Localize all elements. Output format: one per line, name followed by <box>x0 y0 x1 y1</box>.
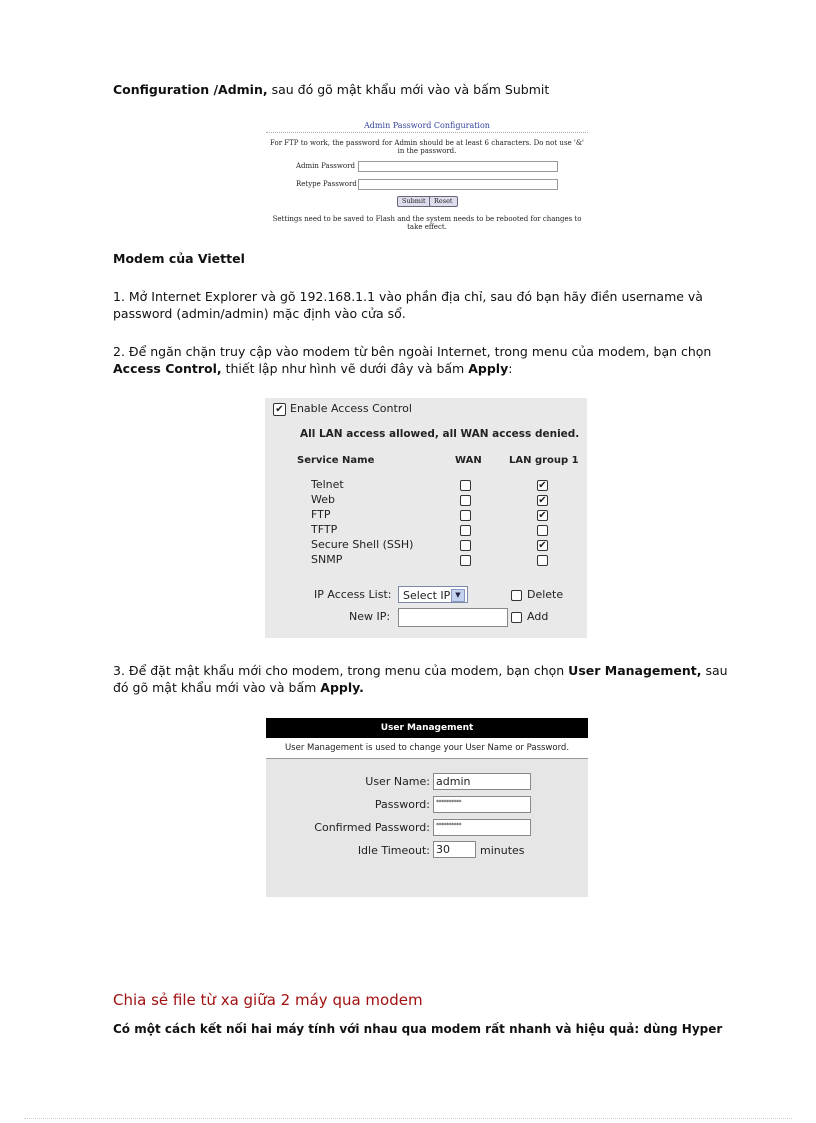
lan-checkbox[interactable]: ✔ <box>538 495 547 506</box>
delete-checkbox[interactable] <box>511 590 522 601</box>
service-name: Telnet <box>311 478 344 491</box>
username-input[interactable]: admin <box>433 773 531 790</box>
lan-checkbox[interactable]: ✔ <box>538 540 547 551</box>
new-ip-input[interactable] <box>398 608 508 627</box>
select-ip-value: Select IP <box>403 589 451 602</box>
step3-bold-apply: Apply. <box>320 680 364 695</box>
admin-figure-footer: Settings need to be saved to Flash and the system needs to be rebooted for changes to take effect. <box>272 215 582 231</box>
step2-text-e: : <box>508 361 513 376</box>
step2-text-c: thiết lập như hình vẽ dưới đây và bấm <box>221 361 469 376</box>
step2-paragraph <box>113 343 733 377</box>
lan-checkbox[interactable]: ✔ <box>538 480 547 491</box>
step2-bold-apply: Apply <box>468 361 509 376</box>
service-name: SNMP <box>311 553 343 566</box>
add-label: Add <box>527 610 549 623</box>
intro-paragraph <box>113 81 733 98</box>
wan-checkbox[interactable] <box>460 480 471 491</box>
lan-checkbox[interactable]: ✔ <box>538 510 547 521</box>
admin-figure-title: Admin Password Configuration <box>364 121 490 130</box>
intro-rest: sau đó gõ mật khẩu mới vào và bấm Submit <box>267 82 550 97</box>
delete-label: Delete <box>527 588 564 601</box>
viettel-heading: Modem của Viettel <box>113 251 245 266</box>
user-management-description: User Management is used to change your User Name or Password. <box>266 738 588 759</box>
section-heading: Chia sẻ file từ xa giữa 2 máy qua modem <box>113 991 423 1009</box>
retype-password-label: Retype Password <box>296 180 357 188</box>
wan-checkbox[interactable] <box>460 555 471 566</box>
access-control-figure <box>265 398 587 638</box>
access-policy-text: All LAN access allowed, all WAN access denied. <box>300 428 580 440</box>
password-input[interactable]: ********** <box>433 796 531 813</box>
step2-text-a: 2. Để ngăn chặn truy cập vào modem từ bên ngoài Internet, trong menu của modem, bạn chọn <box>113 344 712 359</box>
admin-password-figure <box>266 116 588 230</box>
wan-checkbox[interactable] <box>460 510 471 521</box>
retype-password-input[interactable] <box>358 179 558 190</box>
intro-bold: Configuration /Admin, <box>113 82 268 97</box>
idle-timeout-label: Idle Timeout: <box>357 844 430 857</box>
final-paragraph: Có một cách kết nối hai máy tính với nhau qua modem rất nhanh và hiệu quả: dùng Hyper <box>113 1022 723 1036</box>
select-ip-dropdown[interactable] <box>398 586 468 603</box>
divider <box>266 132 588 133</box>
wan-header: WAN <box>455 455 482 466</box>
enable-access-control-label: Enable Access Control <box>290 402 412 415</box>
admin-password-label: Admin Password <box>296 162 355 170</box>
confirm-password-label: Confirmed Password: <box>314 821 430 834</box>
enable-access-control-checkbox[interactable]: ✔ <box>273 403 286 416</box>
step3-text-c: sau đó gõ mật khẩu mới vào và bấm <box>113 663 728 695</box>
username-label: User Name: <box>365 775 430 788</box>
wan-checkbox[interactable] <box>460 495 471 506</box>
idle-timeout-unit: minutes <box>480 844 525 857</box>
submit-button[interactable]: Submit <box>397 196 431 207</box>
service-name: Web <box>311 493 335 506</box>
chevron-down-icon: ▼ <box>451 589 465 602</box>
admin-password-input[interactable] <box>358 161 558 172</box>
lan-checkbox[interactable] <box>537 555 548 566</box>
page-footer-divider <box>24 1118 792 1119</box>
service-name: TFTP <box>311 523 338 536</box>
lan-checkbox[interactable] <box>537 525 548 536</box>
step2-bold-access-control: Access Control, <box>113 361 222 376</box>
add-checkbox[interactable] <box>511 612 522 623</box>
step1-paragraph: 1. Mở Internet Explorer và gõ 192.168.1.1 vào phần địa chỉ, sau đó bạn hãy điền username và password (admin/admin) mặc định vào cửa sổ. <box>113 289 703 321</box>
admin-figure-note: For FTP to work, the password for Admin should be at least 6 characters. Do not use '&' in the password. <box>270 139 584 155</box>
wan-checkbox[interactable] <box>460 540 471 551</box>
new-ip-label: New IP: <box>349 610 391 623</box>
step3-paragraph <box>113 662 733 696</box>
confirm-password-input[interactable]: ********** <box>433 819 531 836</box>
step3-bold-user-management: User Management, <box>568 663 702 678</box>
reset-button[interactable]: Reset <box>429 196 458 207</box>
ip-access-list-label: IP Access List: <box>314 588 392 601</box>
wan-checkbox[interactable] <box>460 525 471 536</box>
service-name: FTP <box>311 508 331 521</box>
user-management-figure <box>266 718 588 897</box>
password-label: Password: <box>374 798 430 811</box>
step3-text-a: 3. Để đặt mật khẩu mới cho modem, trong menu của modem, bạn chọn <box>113 663 569 678</box>
lan-group-header: LAN group 1 <box>509 455 579 466</box>
service-name-header: Service Name <box>297 455 375 466</box>
service-name: Secure Shell (SSH) <box>311 538 414 551</box>
idle-timeout-input[interactable]: 30 <box>433 841 476 858</box>
user-management-header: User Management <box>266 718 588 738</box>
